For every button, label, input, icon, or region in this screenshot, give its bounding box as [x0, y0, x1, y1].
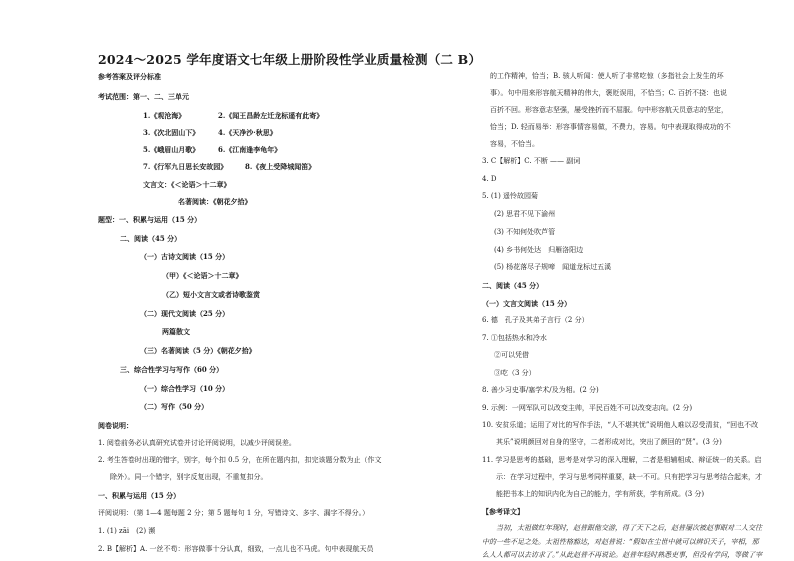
- structure-item: （一）古诗文阅读（15 分）: [140, 252, 230, 261]
- structure-item: （二）写作（50 分）: [140, 402, 209, 411]
- poem-item: 4.《天净沙·秋思》: [218, 128, 277, 137]
- answer-q5-item: (5) 杨花落尽子规啼 闻道龙标过五溪: [494, 263, 612, 271]
- poem-item: 5.《峨眉山月歌》: [143, 145, 200, 154]
- answer-line: 的工作精神，恰当；B. 骇人听闻：使人听了非常吃惊（多指社会上发生的坏: [490, 72, 724, 80]
- answer-q5-item: (4) 乡书何处达 归雁洛阳边: [494, 246, 584, 254]
- answer-q11: 11. 学习是思考的基础，思考是对学习的深入理解，二者是相辅相成、辩证统一的关系。启: [482, 456, 762, 464]
- answer-q4: 4. D: [482, 175, 497, 183]
- page-title: 2024～2025 学年度语文七年级上册阶段性学业质量检测（二 B）: [98, 52, 482, 67]
- scoring-note: 评阅说明：（第 1—4 题每题 2 分；第 5 题每句 1 分，写错诗文、多字、漏字不得分。）: [98, 509, 370, 517]
- translation-line: 么人人都可以去访求了。”从此赵普不再说论。赵普年轻时熟悉吏事，但没有学问，等做了宰: [482, 551, 763, 559]
- poem-item: 3.《次北固山下》: [143, 128, 200, 137]
- answer-q11-cont: 示：在学习过程中，学习与思考同样重要，缺一不可。只有把学习与思考结合起来，才: [496, 473, 762, 481]
- subsection-heading: （一）文言文阅读（15 分）: [482, 299, 572, 308]
- structure-item: 三、综合性学习与写作（60 分）: [120, 365, 224, 374]
- answer-q5-item: (3) 不知何处吹芦管: [494, 228, 556, 236]
- answer-q7: 7. ①包括热水和冷水: [482, 334, 547, 342]
- answer-q10-cont: 其乐”说明颜回对自身的坚守，二者形成对比，突出了颜回的“贤”。(3 分): [496, 438, 722, 446]
- structure-item: 二、阅读（45 分）: [120, 234, 182, 243]
- answer-q6: 6. 德 孔子及其弟子言行（2 分）: [482, 316, 589, 324]
- answer-q10: 10. 安贫乐道；运用了对比的写作手法，“人不堪其忧”说明他人难以忍受清贫，“回也不改: [482, 421, 759, 429]
- translation-line: 当初，太祖做红年现时，赵普跟他交游，得了天下之后，赵普屡次被赵事眼对二人交往: [496, 524, 762, 532]
- answer-q1: 1. (1) zāi (2) 濒: [98, 527, 156, 535]
- structure-item: 两篇散文: [162, 327, 190, 336]
- answer-q2: 2. B【解析】A. 一丝不苟：形容做事十分认真，细致，一点儿也不马虎。句中表现航天员: [98, 545, 374, 553]
- answer-q7-item: ②可以凭借: [494, 351, 529, 359]
- classic-reading: 名著阅读：《朝花夕拾》: [178, 197, 252, 206]
- answer-line: 容易，不恰当。: [490, 140, 539, 148]
- reference-translation-heading: 【参考译文】: [482, 507, 524, 516]
- answer-q5: 5. (1) 遥怜故园菊: [482, 192, 539, 200]
- structure-item: （二）现代文阅读（25 分）: [140, 309, 230, 318]
- answer-line: 恰当；D. 轻而易举：形容事情容易做，不费力，容易。句中表现取得成功的不: [490, 123, 731, 131]
- note-line: 除外）。同一个错字，别字反复出现，不重复扣分。: [110, 473, 268, 481]
- poem-item: 8.《夜上受降城闻笛》: [245, 162, 316, 171]
- answer-q7-item: ③吃（3 分）: [494, 369, 536, 377]
- answer-q5-item: (2) 思君不见下渝州: [494, 210, 556, 218]
- section-heading: 二、阅读（45 分）: [482, 281, 544, 290]
- structure-item: 题型：一、积累与运用（15 分）: [98, 215, 202, 224]
- answer-heading: 参考答案及评分标准: [98, 72, 161, 81]
- answer-q9: 9. 示例：一网军队可以改变主帅，平民百姓不可以改变志向。(2 分): [482, 404, 693, 412]
- poem-item: 2.《闻王昌龄左迁龙标遥有此寄》: [218, 111, 324, 120]
- section-heading: 一、积累与运用（15 分）: [98, 491, 181, 500]
- answer-line: 百折不回。形容意志坚强，屡受挫折而不屈服。句中形容航天员意志的坚定，: [490, 106, 728, 114]
- answer-q8: 8. 善少习史事/塞学术/及为相。(2 分): [482, 386, 599, 394]
- notes-heading: 阅卷说明：: [98, 421, 133, 430]
- note-line: 1. 阅卷前务必认真研究试卷并讨论评阅说明，以减少评阅误差。: [98, 439, 296, 447]
- answer-q3: 3. C【解析】C. 不断 —— 副词: [482, 157, 581, 165]
- note-line: 2. 考生答卷时出现的错字，别字，每个扣 0.5 分，在所在题内扣，扣完该题分数为止（作文: [98, 456, 382, 464]
- exam-scope: 考试范围：第一、二、三单元: [98, 92, 189, 101]
- poem-item: 7.《行军九日思长安故园》: [143, 162, 228, 171]
- poem-item: 6.《江南逢李龟年》: [218, 145, 282, 154]
- poem-item: 1.《观沧海》: [143, 111, 186, 120]
- answer-line: 事）。句中用来形容航天精神的伟大，褒贬误用，不恰当；C. 百折不挠：也说: [490, 89, 728, 97]
- structure-item: （甲）《＜论语＞十二章》: [162, 271, 243, 280]
- classical-text: 文言文：《＜论语＞十二章》: [143, 180, 231, 189]
- structure-item: （一）综合性学习（10 分）: [140, 384, 230, 393]
- answer-q11-cont: 能把书本上的知识内化为自己的能力，学有所获，学有所成。(3 分): [496, 490, 705, 498]
- structure-item: （乙）短小文言文或者诗歌鉴赏: [162, 290, 260, 299]
- structure-item: （三）名著阅读（5 分）《朝花夕拾》: [140, 346, 256, 355]
- translation-line: 中的一些不足之处。太祖性格豁达，对赵普说：“假如在尘世中就可以辨识天子，宰相，那: [482, 538, 759, 546]
